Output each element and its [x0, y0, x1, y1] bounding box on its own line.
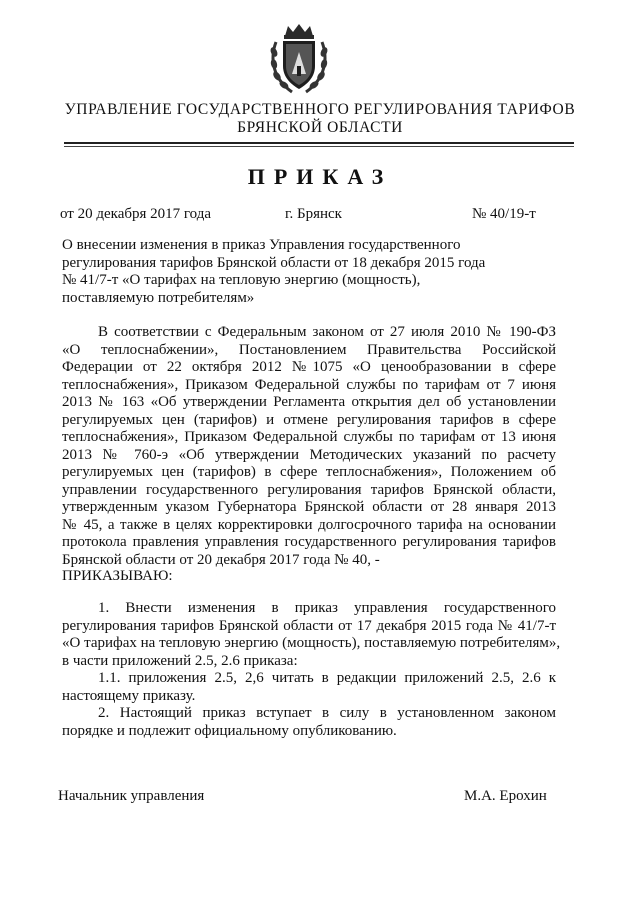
preamble-line: утвержденным указом Губернатора Брянской области от 28 января 2013 [62, 499, 556, 515]
preamble-line: 2013 № 163 «Об утверждении Регламента открытия дел об установлении [62, 394, 556, 410]
item-2-line: 2. Настоящий приказ вступает в силу в установленном законом [98, 705, 556, 721]
organization-name-line1: УПРАВЛЕНИЕ ГОСУДАРСТВЕННОГО РЕГУЛИРОВАНИЯ ТАРИФОВ [64, 101, 576, 118]
preamble-line: регулируемых цен (тарифов) и отмене регулирования тарифов в сфере [62, 411, 556, 428]
coat-of-arms-icon [268, 22, 330, 96]
preamble-line: № 45, а также в целях корректировки долгосрочного тарифа на основании [62, 516, 556, 533]
order-number: № 40/19-т [472, 206, 536, 222]
preamble-line: «О теплоснабжении», Постановлением Правительства Российской [62, 341, 556, 358]
preamble-line: управлении государственного регулирования тарифов Брянской области, [62, 481, 556, 498]
preamble-line: теплоснабжения», Приказом Федеральной службы по тарифам от 7 июня [62, 376, 556, 393]
item-1-1-line: настоящему приказу. [62, 687, 196, 704]
preamble-line: Брянской области от 20 декабря 2017 года № 40, - [62, 551, 380, 568]
order-directive-word: ПРИКАЗЫВАЮ: [62, 568, 173, 584]
signatory-position: Начальник управления [58, 788, 205, 804]
subject-line: О внесении изменения в приказ Управления государственного [62, 237, 461, 253]
order-city: г. Брянск [285, 206, 342, 222]
item-2-line: порядке и подлежит официальному опубликованию. [62, 722, 397, 739]
subject-line: регулирования тарифов Брянской области от 18 декабря 2015 года [62, 254, 486, 271]
preamble-line: Федерации от 22 октября 2012 №1075 «О ценообразовании в сфере [62, 359, 556, 375]
header-divider-thick [64, 142, 574, 144]
subject-line: поставляемую потребителям» [62, 289, 255, 306]
preamble-line: регулируемых цен (тарифов) в сфере теплоснабжения», Положением об [62, 464, 556, 480]
subject-line: № 41/7-т «О тарифах на тепловую энергию (мощность), [62, 272, 421, 288]
preamble-line: 2013 № 760-э «Об утверждении Методических указаний по расчету [62, 446, 556, 463]
preamble-paragraph [62, 324, 556, 569]
document-title: ПРИКАЗ [247, 164, 393, 189]
item-1-line: в части приложений 2.5, 2.6 приказа: [62, 652, 298, 669]
item-1-1-line: 1.1. приложения 2.5, 2,6 читать в редакции приложений 2.5, 2.6 к [98, 670, 556, 686]
preamble-line: В соответствии с Федеральным законом от 27 июля 2010 № 190-ФЗ [98, 324, 556, 340]
preamble-line: теплоснабжения», Приказом Федеральной службы по тарифам от 13 июня [62, 429, 556, 445]
preamble-line: протокола правления управления государственного регулирования тарифов [62, 534, 556, 550]
item-1-line: регулирования тарифов Брянской области от 17 декабря 2015 года № 41/7-т [62, 617, 556, 634]
item-1-line: «О тарифах на тепловую энергию (мощность), поставляемую потребителям», [62, 635, 561, 651]
order-items [62, 600, 561, 740]
order-date: от 20 декабря 2017 года [60, 206, 212, 222]
item-1-line: 1. Внести изменения в приказ управления государственного [98, 600, 556, 616]
order-subject [62, 237, 502, 307]
signatory-name: М.А. Ерохин [464, 788, 547, 804]
header-divider-thin [64, 146, 574, 147]
organization-name-line2: БРЯНСКОЙ ОБЛАСТИ [237, 119, 403, 136]
